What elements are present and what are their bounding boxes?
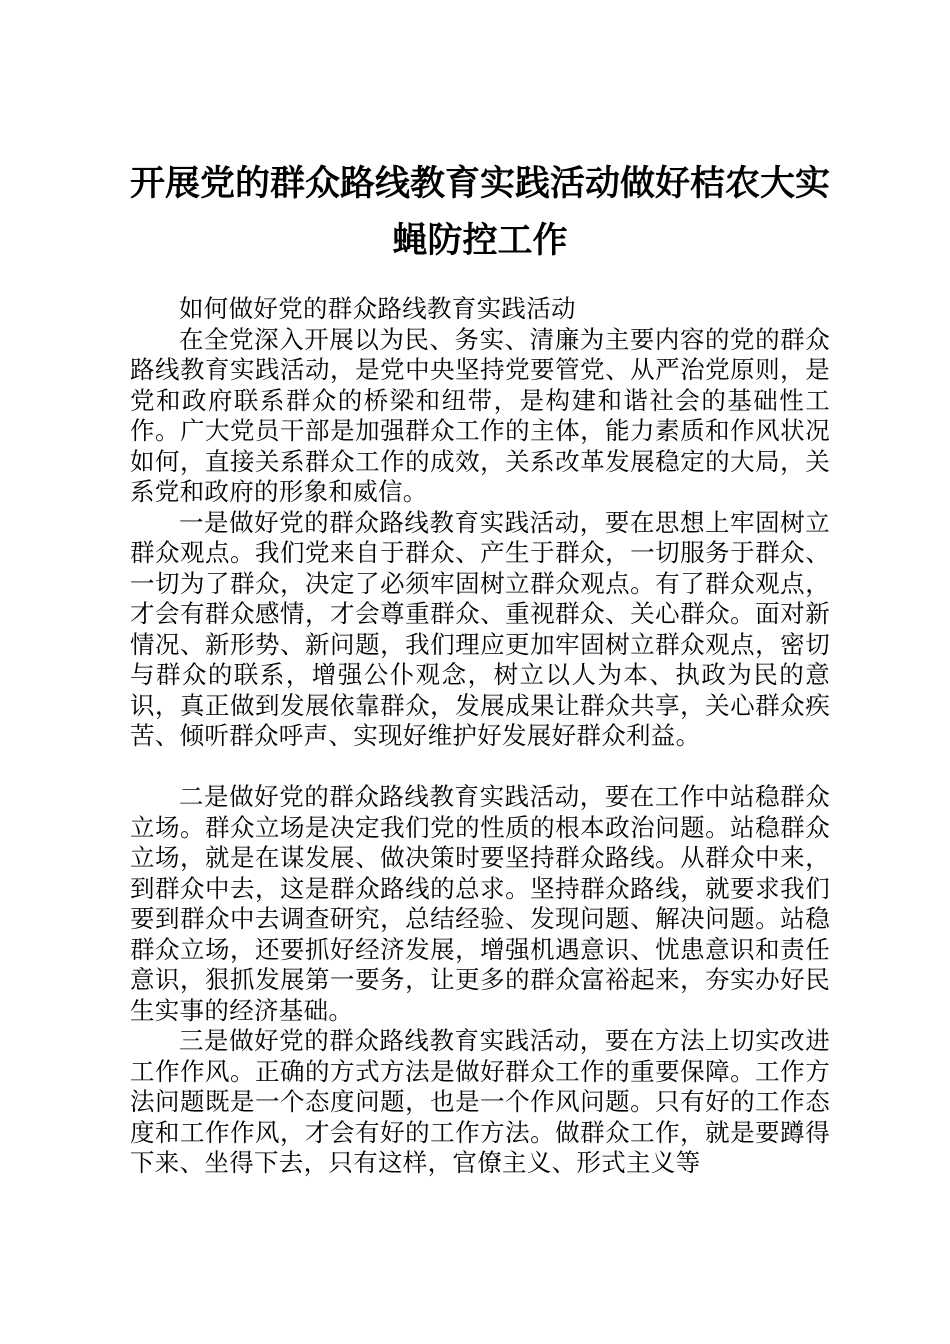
paragraph-1: 在全党深入开展以为民、务实、清廉为主要内容的党的群众路线教育实践活动，是党中央坚持党要管党、从严治党原则，是党和政府联系群众的桥梁和纽带，是构建和谐社会的基础性工作。广大党员干部是加强群众工作的主体，能力素质和作风状况如何，直接关系群众工作的成效，关系改革发展稳定的大局，关系党和政府的形象和威信。 xyxy=(130,324,830,506)
paragraph-spacer xyxy=(130,752,830,783)
document-subtitle: 如何做好党的群众路线教育实践活动 xyxy=(179,294,576,323)
document-title-line-1: 开展党的群众路线教育实践活动做好桔农大实 xyxy=(129,164,830,204)
paragraph-3: 二是做好党的群众路线教育实践活动，要在工作中站稳群众立场。群众立场是决定我们党的性质的根本政治问题。站稳群众立场，就是在谋发展、做决策时要坚持群众路线。从群众中来，到群众中去，这是群众路线的总求。坚持群众路线，就要求我们要到群众中去调查研究，总结经验、发现问题、解决问题。站稳群众立场，还要抓好经济发展，增强机遇意识、忧患意识和责任意识，狠抓发展第一要务，让更多的群众富裕起来，夯实办好民生实事的经济基础。 xyxy=(130,782,830,1025)
paragraph-2: 一是做好党的群众路线教育实践活动，要在思想上牢固树立群众观点。我们党来自于群众、产生于群众，一切服务于群众、一切为了群众，决定了必须牢固树立群众观点。有了群众观点，才会有群众感情，才会尊重群众、重视群众、关心群众。面对新情况、新形势、新问题，我们理应更加牢固树立群众观点，密切与群众的联系，增强公仆观念，树立以人为本、执政为民的意识，真正做到发展依靠群众，发展成果让群众共享，关心群众疾苦、倾听群众呼声、实现好维护好发展好群众利益。 xyxy=(130,507,830,750)
paragraph-4: 三是做好党的群众路线教育实践活动，要在方法上切实改进工作作风。正确的方式方法是做好群众工作的重要保障。工作方法问题既是一个态度问题，也是一个作风问题。只有好的工作态度和工作作风，才会有好的工作方法。做群众工作，就是要蹲得下来、坐得下去，只有这样，官僚主义、形式主义等 xyxy=(130,1026,830,1177)
document-title-line-2: 蝇防控工作 xyxy=(392,221,568,261)
document-body xyxy=(130,294,830,1179)
